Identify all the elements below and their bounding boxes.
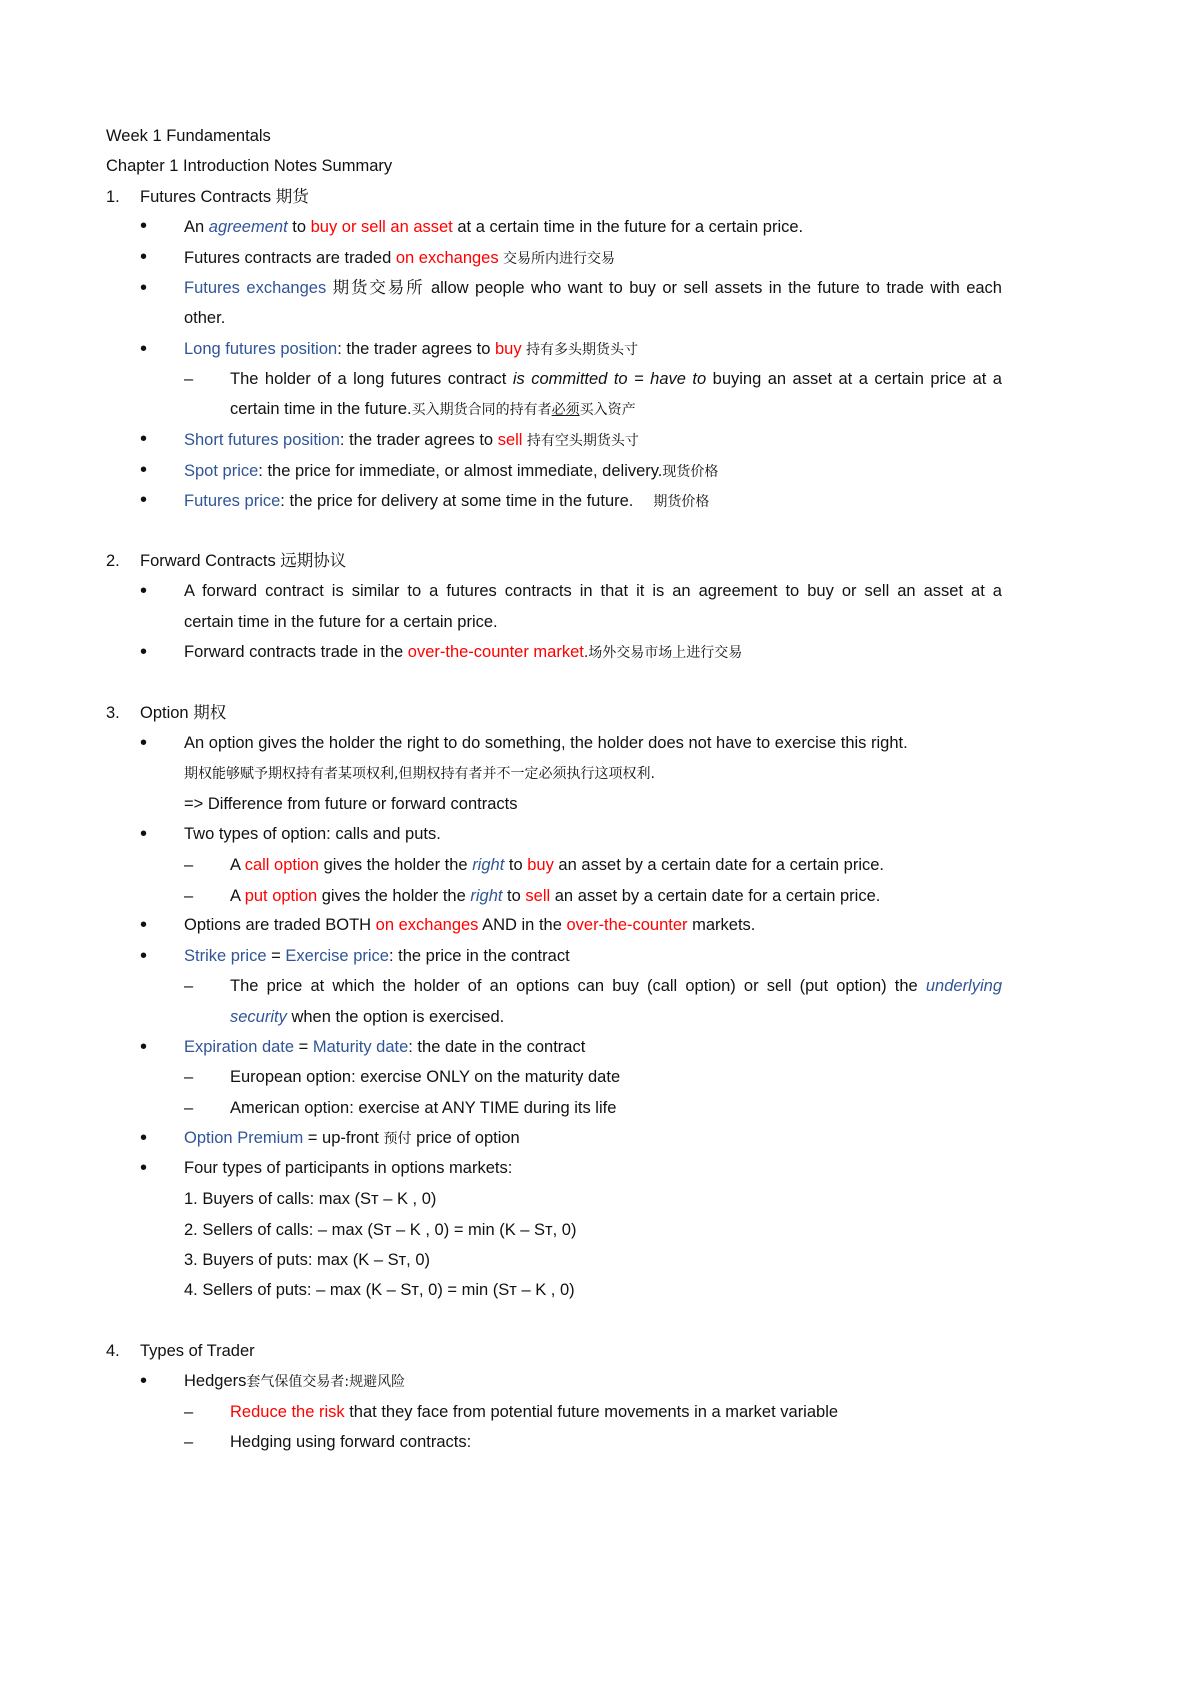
bullet-text: Two types of option: calls and puts. bbox=[184, 825, 441, 843]
bullet-text: Hedgers套气保值交易者:规避风险 bbox=[184, 1372, 406, 1390]
bullet-text: Spot price: the price for immediate, or almost immediate, delivery.现货价格 bbox=[184, 462, 719, 480]
bullet: • bbox=[140, 277, 148, 299]
bullet-text-note: => Difference from future or forward contracts bbox=[184, 795, 518, 813]
list-item: 1. Buyers of calls: max (Sᴛ – K , 0) bbox=[184, 1190, 437, 1208]
section-number: 2. bbox=[106, 552, 120, 570]
bullet: • bbox=[140, 459, 148, 481]
bullet-text: Option Premium = up-front 预付 price of option bbox=[184, 1129, 520, 1147]
bullet: • bbox=[140, 641, 148, 663]
list-item: 4. Sellers of puts: – max (K – Sᴛ, 0) = min (Sᴛ – K , 0) bbox=[184, 1281, 575, 1299]
subitem-text: A put option gives the holder the right to sell an asset by a certain date for a certain price. bbox=[230, 887, 881, 905]
subitem-text: The price at which the holder of an options can buy (call option) or sell (put option) the underlying bbox=[230, 977, 1002, 995]
bullet-text: Strike price = Exercise price: the price in the contract bbox=[184, 947, 570, 965]
page-subtitle: Chapter 1 Introduction Notes Summary bbox=[106, 157, 393, 175]
bullet: • bbox=[140, 1036, 148, 1058]
subitem-text: American option: exercise at ANY TIME during its life bbox=[230, 1099, 617, 1117]
section-heading: Types of Trader bbox=[140, 1342, 255, 1360]
bullet: • bbox=[140, 732, 148, 754]
dash: – bbox=[184, 887, 194, 905]
bullet-text: Short futures position: the trader agrees to sell 持有空头期货头寸 bbox=[184, 431, 639, 449]
section-number: 1. bbox=[106, 188, 120, 206]
section-heading: Option 期权 bbox=[140, 704, 227, 722]
subitem-text: The holder of a long futures contract is committed to = have to buying an asset at a certain price at a bbox=[230, 370, 1002, 388]
bullet-text-continued: certain time in the future for a certain price. bbox=[184, 613, 498, 631]
subitem-text: European option: exercise ONLY on the maturity date bbox=[230, 1068, 621, 1086]
list-item: 2. Sellers of calls: – max (Sᴛ – K , 0) = min (K – Sᴛ, 0) bbox=[184, 1221, 577, 1239]
dash: – bbox=[184, 1068, 194, 1086]
bullet: • bbox=[140, 246, 148, 268]
page-title: Week 1 Fundamentals bbox=[106, 127, 271, 145]
bullet-text: Futures contracts are traded on exchanges 交易所内进行交易 bbox=[184, 249, 616, 267]
bullet-text: Forward contracts trade in the over-the-counter market.场外交易市场上进行交易 bbox=[184, 643, 743, 661]
bullet-text: A forward contract is similar to a futures contracts in that it is an agreement to buy or sell an asset at a bbox=[184, 582, 1002, 600]
bullet-text: An option gives the holder the right to do something, the holder does not have to exercise this right. bbox=[184, 734, 908, 752]
bullet-text: Futures exchanges 期货交易所 allow people who want to buy or sell assets in the future to trade with each bbox=[184, 279, 1002, 297]
list-item: 3. Buyers of puts: max (K – Sᴛ, 0) bbox=[184, 1251, 430, 1269]
dash: – bbox=[184, 370, 194, 388]
dash: – bbox=[184, 977, 194, 995]
dash: – bbox=[184, 856, 194, 874]
subitem-text-continued: certain time in the future.买入期货合同的持有者必须买入资产 bbox=[230, 400, 636, 418]
bullet: • bbox=[140, 1157, 148, 1179]
bullet: • bbox=[140, 489, 148, 511]
section-number: 4. bbox=[106, 1342, 120, 1360]
bullet: • bbox=[140, 215, 148, 237]
section-heading: Futures Contracts 期货 bbox=[140, 188, 309, 206]
bullet-text: An agreement to buy or sell an asset at a certain time in the future for a certain price. bbox=[184, 218, 804, 236]
subitem-text: Hedging using forward contracts: bbox=[230, 1433, 472, 1451]
dash: – bbox=[184, 1403, 194, 1421]
subitem-text: Reduce the risk that they face from potential future movements in a market variable bbox=[230, 1403, 839, 1421]
dash: – bbox=[184, 1099, 194, 1117]
subitem-text: A call option gives the holder the right to buy an asset by a certain date for a certain price. bbox=[230, 856, 885, 874]
section-heading: Forward Contracts 远期协议 bbox=[140, 552, 347, 570]
bullet-text: Options are traded BOTH on exchanges AND in the over-the-counter markets. bbox=[184, 916, 756, 934]
bullet-text-chinese: 期权能够赋予期权持有者某项权利,但期权持有者并不一定必须执行这项权利. bbox=[184, 766, 655, 782]
bullet: • bbox=[140, 580, 148, 602]
dash: – bbox=[184, 1433, 194, 1451]
bullet: • bbox=[140, 914, 148, 936]
bullet: • bbox=[140, 1127, 148, 1149]
bullet-text: Four types of participants in options markets: bbox=[184, 1159, 513, 1177]
subitem-text-continued: security when the option is exercised. bbox=[230, 1008, 505, 1026]
bullet-text: Long futures position: the trader agrees to buy 持有多头期货头寸 bbox=[184, 340, 639, 358]
bullet-text: Futures price: the price for delivery at some time in the future. 期货价格 bbox=[184, 492, 710, 510]
bullet: • bbox=[140, 428, 148, 450]
bullet: • bbox=[140, 1370, 148, 1392]
bullet: • bbox=[140, 823, 148, 845]
bullet-text: Expiration date = Maturity date: the date in the contract bbox=[184, 1038, 586, 1056]
bullet-text-continued: other. bbox=[184, 309, 226, 327]
bullet: • bbox=[140, 338, 148, 360]
bullet: • bbox=[140, 945, 148, 967]
section-number: 3. bbox=[106, 704, 120, 722]
